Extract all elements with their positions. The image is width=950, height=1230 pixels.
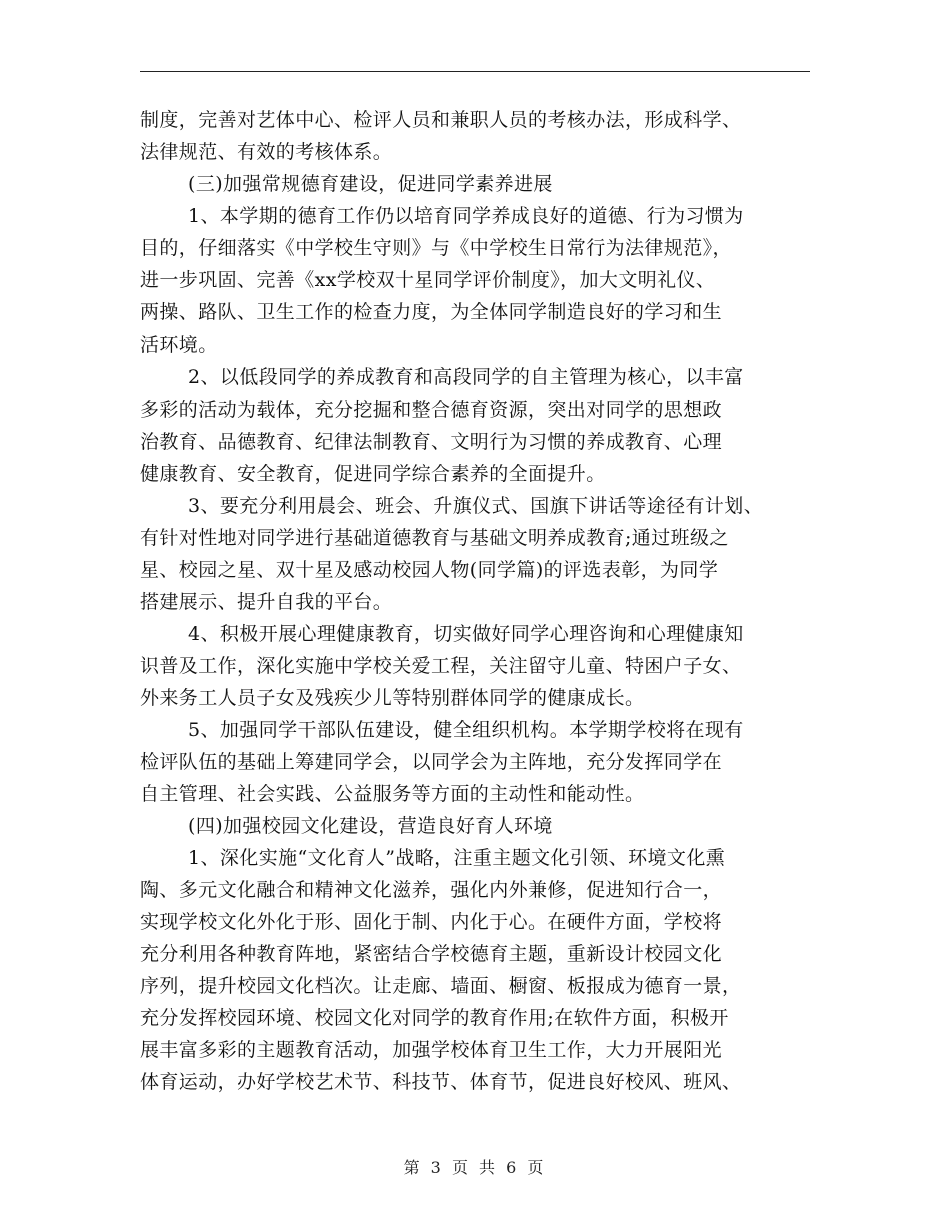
text-line: 外来务工人员子女及残疾少儿等特别群体同学的健康成长。 — [140, 687, 645, 709]
text-line: 充分利用各种教育阵地，紧密结合学校德育主题，重新设计校园文化 — [140, 943, 723, 965]
text-line: 陶、多元文化融合和精神文化滋养，强化内外兼修，促进知行合一， — [140, 879, 723, 901]
text-line: 目的，仔细落实《中学校生守则》与《中学校生日常行为法律规范》， — [140, 237, 732, 259]
text-line: 制度，完善对艺体中心、检评人员和兼职人员的考核办法，形成科学、 — [140, 109, 742, 131]
text-line: 序列，提升校园文化档次。让走廊、墙面、橱窗、板报成为德育一景， — [140, 975, 742, 997]
text-line: 4、积极开展心理健康教育，切实做好同学心理咨询和心理健康知 — [188, 623, 744, 645]
text-line: 展丰富多彩的主题教育活动，加强学校体育卫生工作，大力开展阳光 — [140, 1039, 723, 1061]
text-line: 法律规范、有效的考核体系。 — [140, 141, 393, 163]
text-line: 实现学校文化外化于形、固化于制、内化于心。在硬件方面，学校将 — [140, 911, 723, 933]
text-line: 星、校园之星、双十星及感动校园人物(同学篇)的评选表彰，为同学 — [140, 559, 719, 581]
text-line: 1、深化实施“文化育人”战略，注重主题文化引领、环境文化熏 — [188, 847, 726, 869]
text-line: 进一步巩固、完善《xx学校双十星同学评价制度》，加大文明礼仪、 — [140, 269, 716, 291]
text-line: 检评队伍的基础上筹建同学会，以同学会为主阵地，充分发挥同学在 — [140, 751, 723, 773]
text-line: 识普及工作，深化实施中学校关爱工程，关注留守儿童、特困户子女、 — [140, 655, 742, 677]
text-line: 搭建展示、提升自我的平台。 — [140, 591, 393, 613]
section-heading: (三)加强常规德育建设，促进同学素养进展 — [188, 173, 553, 195]
header-rule — [140, 71, 810, 72]
section-heading: (四)加强校园文化建设，营造良好育人环境 — [188, 815, 553, 837]
text-line: 1、本学期的德育工作仍以培育同学养成良好的道德、行为习惯为 — [188, 205, 744, 227]
text-line: 两操、路队、卫生工作的检查力度，为全体同学制造良好的学习和生 — [140, 301, 723, 323]
text-line: 体育运动，办好学校艺术节、科技节、体育节，促进良好校风、班风、 — [140, 1071, 742, 1093]
text-line: 有针对性地对同学进行基础道德教育与基础文明养成教育;通过班级之 — [140, 527, 729, 549]
text-line: 治教育、品德教育、纪律法制教育、文明行为习惯的养成教育、心理 — [140, 431, 723, 453]
text-line: 5、加强同学干部队伍建设，健全组织机构。本学期学校将在现有 — [188, 719, 744, 741]
text-line: 2、以低段同学的养成教育和高段同学的自主管理为核心，以丰富 — [188, 366, 744, 388]
text-line: 健康教育、安全教育，促进同学综合素养的全面提升。 — [140, 463, 606, 485]
text-line: 3、要充分利用晨会、班会、升旗仪式、国旗下讲话等途径有计划、 — [188, 495, 764, 517]
text-line: 活环境。 — [140, 334, 218, 356]
page-number: 第 3 页 共 6 页 — [403, 1158, 547, 1177]
text-line: 充分发挥校园环境、校园文化对同学的教育作用;在软件方面，积极开 — [140, 1007, 729, 1029]
text-line: 多彩的活动为载体，充分挖掘和整合德育资源，突出对同学的思想政 — [140, 399, 723, 421]
text-line: 自主管理、社会实践、公益服务等方面的主动性和能动性。 — [140, 783, 645, 805]
